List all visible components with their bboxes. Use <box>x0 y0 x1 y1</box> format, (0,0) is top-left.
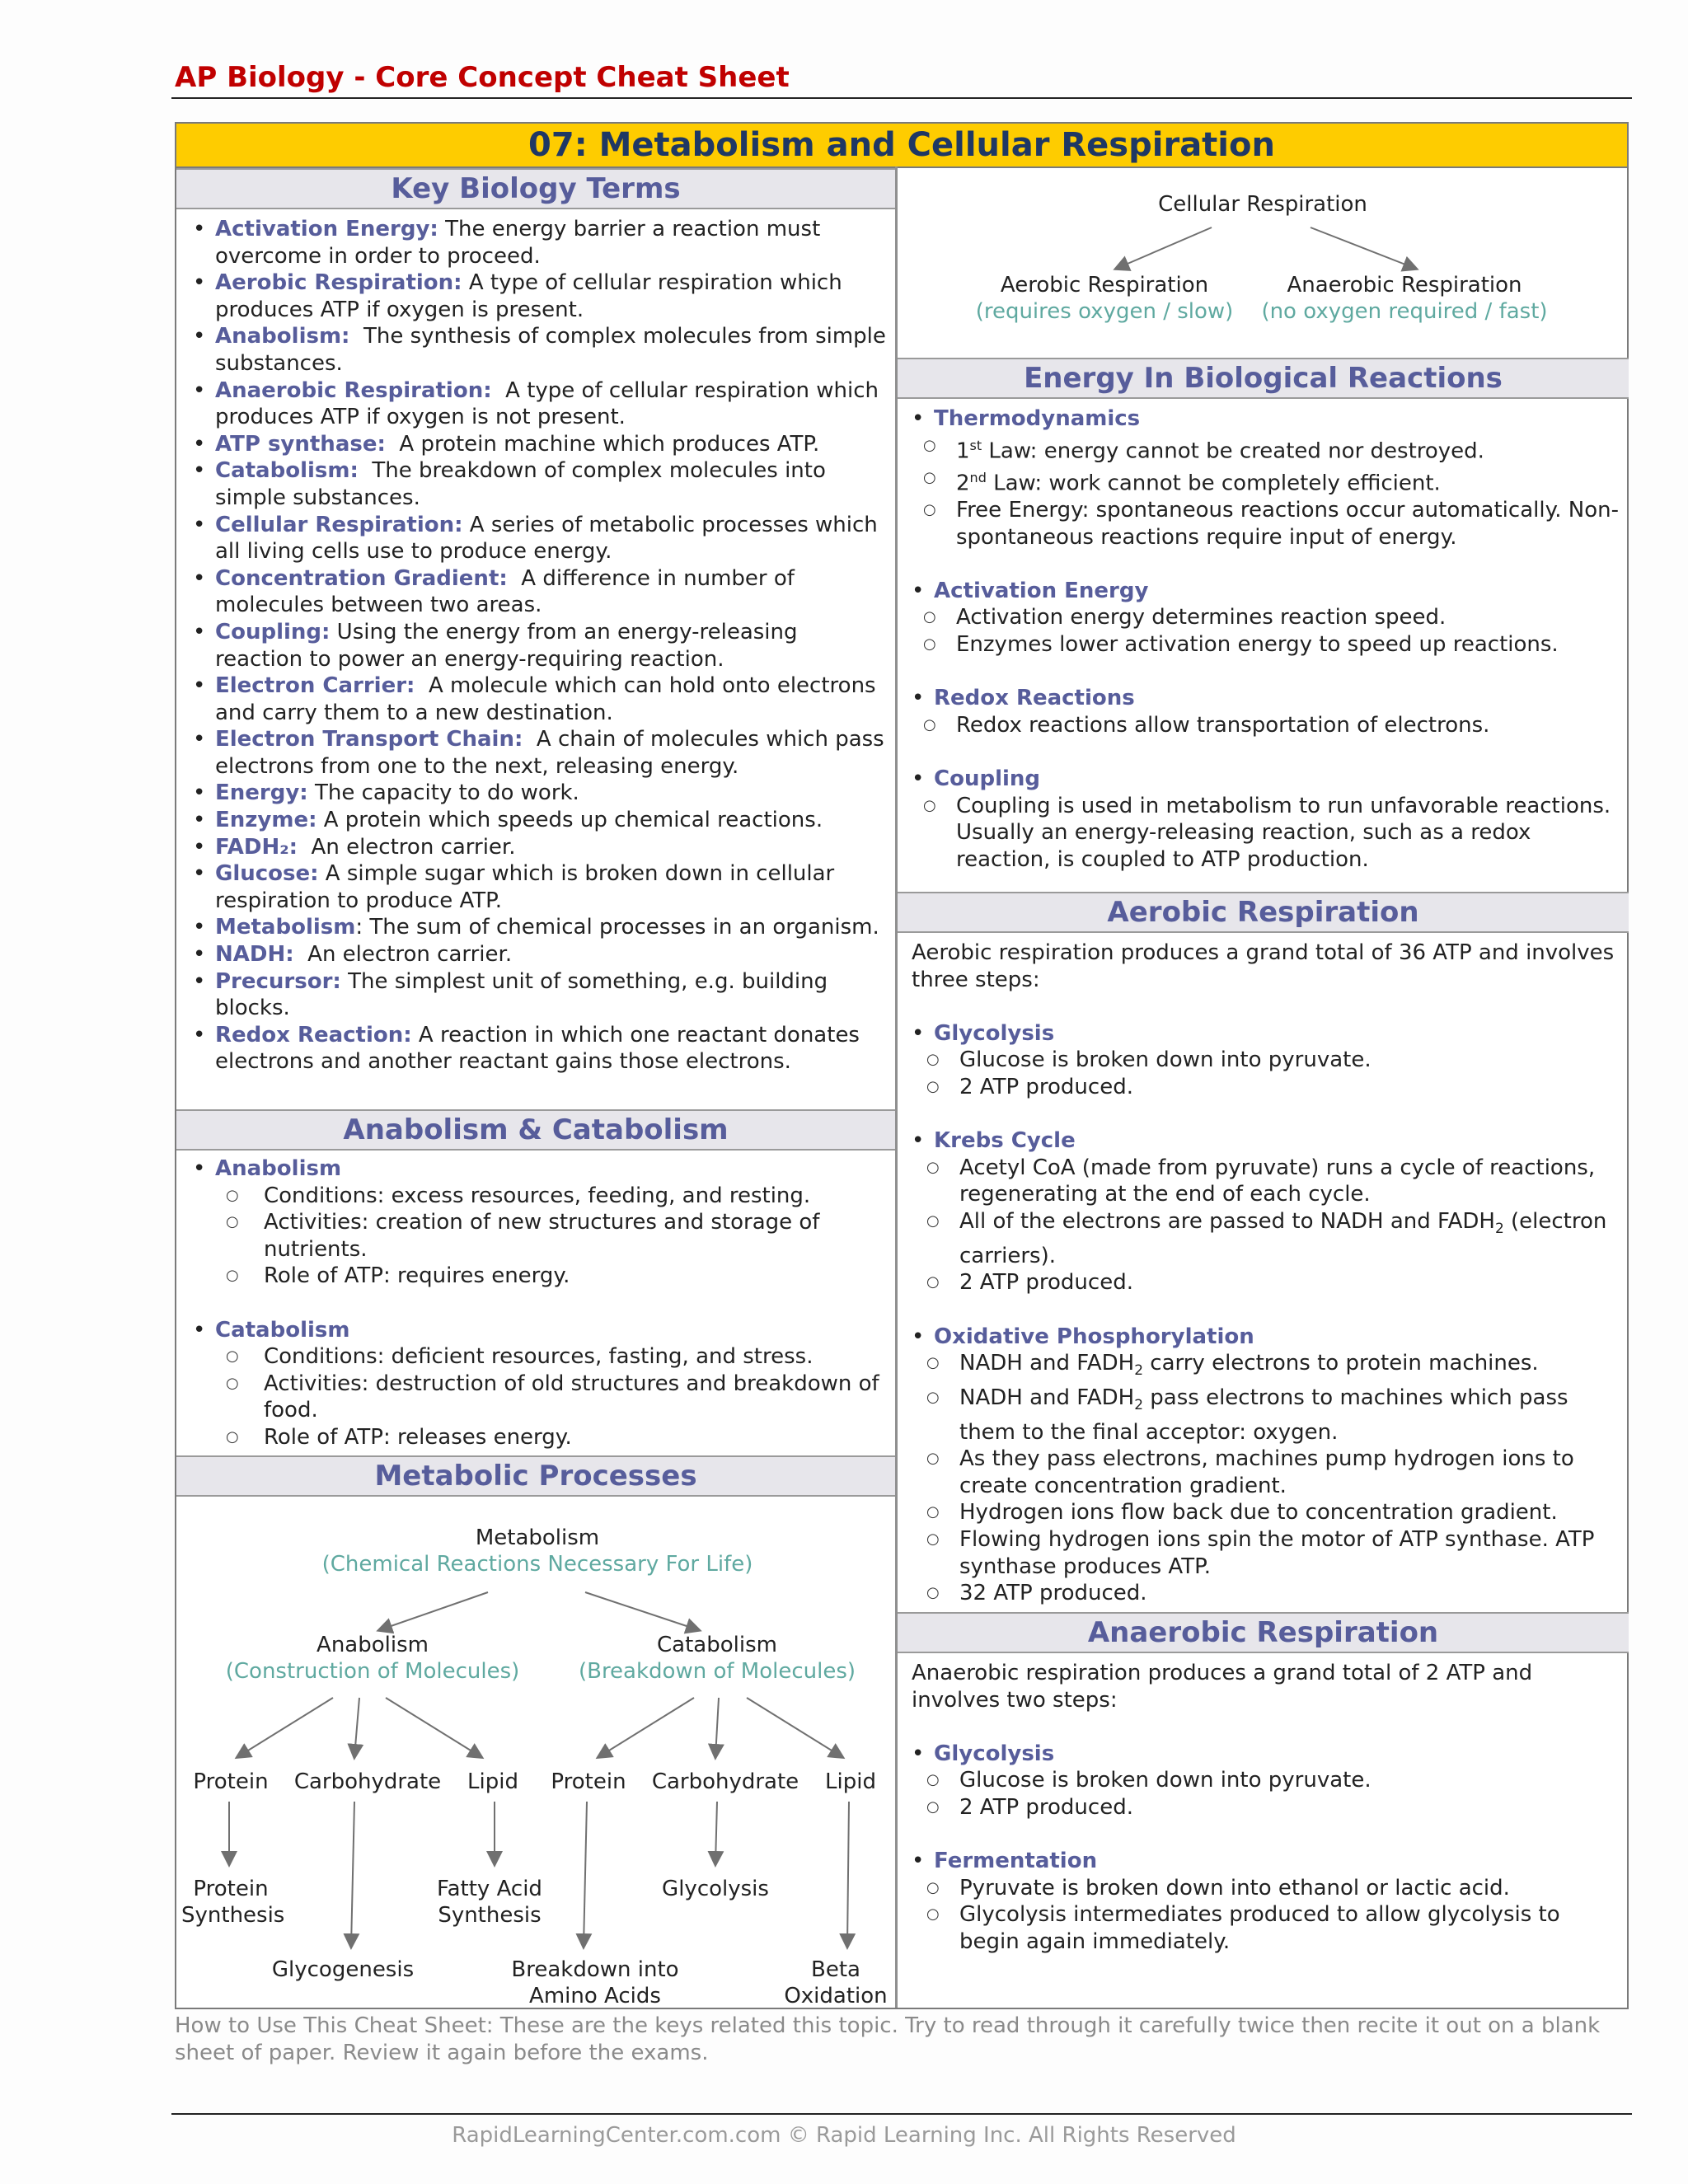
anabolism-carbohydrate: Carbohydrate <box>293 1769 442 1794</box>
coupling-label: Coupling <box>934 766 1041 792</box>
key-term-name: Coupling: <box>215 619 331 644</box>
anabolism-lipid: Lipid <box>467 1769 518 1794</box>
key-term-name: Enzyme: <box>215 808 317 833</box>
key-term-definition: An electron carrier. <box>293 942 513 968</box>
key-term-name: Precursor: <box>215 968 341 994</box>
oxphos-label: Oxidative Phosphorylation <box>934 1324 1254 1349</box>
cellular-respiration-node: Cellular Respiration <box>1158 192 1367 217</box>
key-term-name: NADH: <box>215 942 294 968</box>
key-term-name: Aerobic Respiration: <box>215 270 462 296</box>
key-term-name: Redox Reaction: <box>215 1022 412 1047</box>
key-term-definition: A difference in number of molecules between two areas. <box>215 565 802 618</box>
anaerobic-intro: Anaerobic respiration produces a grand total of 2 ATP and involves two steps: <box>912 1661 1533 1713</box>
catabolism-point: ○ Activities: destruction of old structures and breakdown of food. <box>190 1371 890 1424</box>
oxphos-point: ○ NADH and $FADH_2$ carry electrons to protein machines. <box>912 1350 1625 1385</box>
second-law: ○ 2nd Law: work cannot be completely efficient. <box>908 465 1625 497</box>
arrow-to-cat-lipid <box>747 1698 842 1757</box>
arrow-to-breakdown-amino <box>584 1802 587 1947</box>
page-title: 07: Metabolism and Cellular Respiration <box>176 124 1627 168</box>
aerobic-glycolysis-point: ○ Glucose is broken down into pyruvate. <box>912 1047 1625 1074</box>
arrow-to-beta-oxidation <box>847 1802 849 1947</box>
activation-energy-label: Activation Energy <box>934 578 1149 603</box>
key-term-name: ATP synthase: <box>215 431 386 457</box>
anaerobic-glycolysis-label: Glycolysis <box>934 1741 1055 1766</box>
anabolism-point: ○ Role of ATP: requires energy. <box>190 1263 890 1290</box>
key-term-definition: A protein machine which produces ATP. <box>385 431 820 457</box>
glycolysis-node: Glycolysis <box>662 1877 769 1901</box>
activation-point: ○ Enzymes lower activation energy to speed up reactions. <box>908 631 1625 658</box>
aerobic-node-note: (requires oxygen / slow) <box>975 299 1234 324</box>
glycogenesis-node: Glycogenesis <box>271 1957 415 1982</box>
key-term-name: Glucose: <box>215 861 319 887</box>
key-term-name: Electron Carrier: <box>215 673 415 699</box>
catabolism-lipid: Lipid <box>825 1769 876 1794</box>
beta-oxidation: Beta Oxidation <box>784 1957 888 2008</box>
arrow-to-ana-lipid <box>386 1698 481 1757</box>
catabolism-note: (Breakdown of Molecules) <box>578 1659 856 1684</box>
anaerobic-node-label: Anaerobic Respiration <box>1287 273 1522 298</box>
page-header: AP Biology - Core Concept Cheat Sheet <box>175 61 790 94</box>
anabolism-point: ○ Conditions: excess resources, feeding, and resting. <box>190 1183 890 1210</box>
key-term-name: Electron Transport Chain: <box>215 727 523 752</box>
arrow-to-ana-carb <box>354 1698 359 1757</box>
metabolism-note: (Chemical Reactions Necessary For Life) <box>321 1552 753 1577</box>
anabolism-protein: Protein <box>193 1769 269 1794</box>
anaerobic-glycolysis-point: ○ Glucose is broken down into pyruvate. <box>912 1767 1625 1794</box>
anabolism-note: (Construction of Molecules) <box>225 1659 520 1684</box>
anaerobic-glycolysis-point: ○ 2 ATP produced. <box>912 1794 1625 1821</box>
arrow-to-cat-carb <box>715 1698 719 1757</box>
key-term-definition: A series of metabolic processes which all living cells use to produce energy. <box>215 512 885 565</box>
oxphos-point: ○ NADH and $FADH_2$ pass electrons to machines which pass them to the final acceptor: oxygen. <box>912 1385 1625 1446</box>
first-law: ○ 1st Law: energy cannot be created nor destroyed. <box>908 433 1625 465</box>
oxphos-point: ○ Flowing hydrogen ions spin the motor of ATP synthase. ATP synthase produces ATP. <box>912 1526 1625 1580</box>
key-term-definition: The simplest unit of something, e.g. building blocks. <box>215 968 835 1021</box>
redox-label: Redox Reactions <box>934 686 1135 711</box>
key-term-definition: A simple sugar which is broken down in cellular respiration to produce ATP. <box>215 861 842 913</box>
key-term-definition: The capacity to do work. <box>307 780 579 806</box>
catabolism-label: Catabolism <box>215 1317 350 1343</box>
catabolism-point: ○ Role of ATP: releases energy. <box>190 1424 890 1451</box>
arrow-to-anabolism <box>379 1592 488 1630</box>
krebs-point: ○ 2 ATP produced. <box>912 1269 1625 1296</box>
catabolism-carbohydrate: Carbohydrate <box>651 1769 799 1794</box>
arrow-to-aerobic <box>1116 227 1212 269</box>
krebs-label: Krebs Cycle <box>934 1128 1076 1154</box>
arrow-to-glycolysis <box>715 1802 717 1864</box>
arrow-to-ana-protein <box>237 1698 333 1757</box>
key-term-name: Activation Energy: <box>215 217 438 241</box>
key-term-definition: An electron carrier. <box>298 834 516 860</box>
arrow-to-glycogenesis <box>351 1802 354 1947</box>
key-term-definition: Using the energy from an energy-releasing reaction to power an energy-requiring reaction. <box>215 619 804 672</box>
oxphos-point: ○ Hydrogen ions flow back due to concentration gradient. <box>912 1499 1625 1526</box>
anabolism-point: ○ Activities: creation of new structures and storage of nutrients. <box>190 1209 890 1263</box>
key-term-definition: The energy barrier a reaction must overcome in order to proceed. <box>215 217 828 269</box>
key-term-definition: The breakdown of complex molecules into simple substances. <box>215 458 833 510</box>
fermentation-point: ○ Pyruvate is broken down into ethanol or lactic acid. <box>912 1875 1625 1902</box>
section-heading-energy: Energy In Biological Reactions <box>898 358 1629 399</box>
oxphos-point: ○ 32 ATP produced. <box>912 1580 1625 1607</box>
fermentation-point: ○ Glycolysis intermediates produced to allow glycolysis to begin again immediately. <box>912 1901 1625 1955</box>
section-heading-aerobic: Aerobic Respiration <box>898 892 1629 933</box>
footer-rule <box>171 2113 1632 2115</box>
anabolism-label: Anabolism <box>215 1156 342 1181</box>
coupling-point: ○ Coupling is used in metabolism to run unfavorable reactions. Usually an energy-releasing reaction, such as a redox reaction, is coupled to ATP production. <box>908 793 1625 874</box>
anaerobic-node-note: (no oxygen required / fast) <box>1261 299 1548 324</box>
krebs-point: ○ All of the electrons are passed to NADH and $FADH_2$ (electron carriers). <box>912 1208 1625 1269</box>
key-term-name: Anabolism: <box>215 324 350 349</box>
thermodynamics-label: Thermodynamics <box>934 406 1141 431</box>
catabolism-tree-label: Catabolism <box>657 1633 777 1657</box>
section-heading-anabolism-catabolism: Anabolism & Catabolism <box>176 1109 895 1151</box>
fermentation-label: Fermentation <box>934 1849 1098 1874</box>
key-term-name: Anaerobic Respiration: <box>215 377 492 403</box>
arrow-to-cat-protein <box>598 1698 694 1757</box>
section-heading-key-terms: Key Biology Terms <box>176 168 895 209</box>
free-energy: ○ Free Energy: spontaneous reactions occur automatically. Non-spontaneous reactions require input of energy. <box>908 497 1625 551</box>
key-term-name: Cellular Respiration: <box>215 512 463 537</box>
key-term-definition: A type of cellular respiration which produces ATP if oxygen is present. <box>215 270 849 322</box>
key-term-definition: A reaction in which one reactant donates electrons and another reactant gains those electrons. <box>215 1022 867 1075</box>
activation-point: ○ Activation energy determines reaction speed. <box>908 604 1625 631</box>
oxphos-point: ○ As they pass electrons, machines pump hydrogen ions to create concentration gradient. <box>912 1446 1625 1499</box>
key-term-name: Metabolism <box>215 915 356 940</box>
breakdown-amino-acids: Breakdown into Amino Acids <box>511 1957 679 2008</box>
section-heading-metabolic-processes: Metabolic Processes <box>176 1455 895 1497</box>
key-term-name: Catabolism: <box>215 458 359 484</box>
key-term-name: Concentration Gradient: <box>215 565 508 591</box>
aerobic-glycolysis-label: Glycolysis <box>934 1020 1055 1046</box>
redox-point: ○ Redox reactions allow transportation of electrons. <box>908 712 1625 739</box>
metabolism-label: Metabolism <box>475 1526 600 1550</box>
key-term-definition: A chain of molecules which pass electrons from one to the next, releasing energy. <box>215 727 891 779</box>
arrow-to-catabolism <box>585 1592 699 1630</box>
arrow-to-anaerobic <box>1311 227 1416 269</box>
aerobic-node-label: Aerobic Respiration <box>1000 273 1209 298</box>
key-term-definition: The synthesis of complex molecules from simple substances. <box>215 324 893 376</box>
catabolism-protein: Protein <box>551 1769 626 1794</box>
protein-synthesis: Protein Synthesis <box>181 1877 285 1928</box>
krebs-point: ○ Acetyl CoA (made from pyruvate) runs a cycle of reactions, regenerating at the end of each cycle. <box>912 1155 1625 1208</box>
key-term-name: Energy: <box>215 780 308 806</box>
page-footer: RapidLearningCenter.com.com © Rapid Learning Inc. All Rights Reserved <box>452 2123 1236 2148</box>
aerobic-glycolysis-point: ○ 2 ATP produced. <box>912 1074 1625 1101</box>
key-term-name: FADH₂: <box>215 834 298 860</box>
usage-footnote: How to Use This Cheat Sheet: These are the keys related this topic. Try to read through it carefully twice then recite it out on a blank sheet of paper. Review it again before the exams. <box>175 2013 1601 2065</box>
key-term-definition: A protein which speeds up chemical reactions. <box>316 808 823 833</box>
section-heading-anaerobic: Anaerobic Respiration <box>898 1612 1629 1653</box>
aerobic-intro: Aerobic respiration produces a grand total of 36 ATP and involves three steps: <box>912 940 1615 992</box>
key-term-definition: : The sum of chemical processes in an organism. <box>355 915 879 940</box>
catabolism-point: ○ Conditions: deficient resources, fasting, and stress. <box>190 1343 890 1371</box>
key-term-definition: A type of cellular respiration which produces ATP if oxygen is not present. <box>215 377 886 430</box>
fatty-acid-synthesis: Fatty Acid Synthesis <box>437 1877 542 1928</box>
key-term-definition: A molecule which can hold onto electrons and carry them to a new destination. <box>215 673 883 725</box>
anabolism-tree-label: Anabolism <box>316 1633 429 1657</box>
